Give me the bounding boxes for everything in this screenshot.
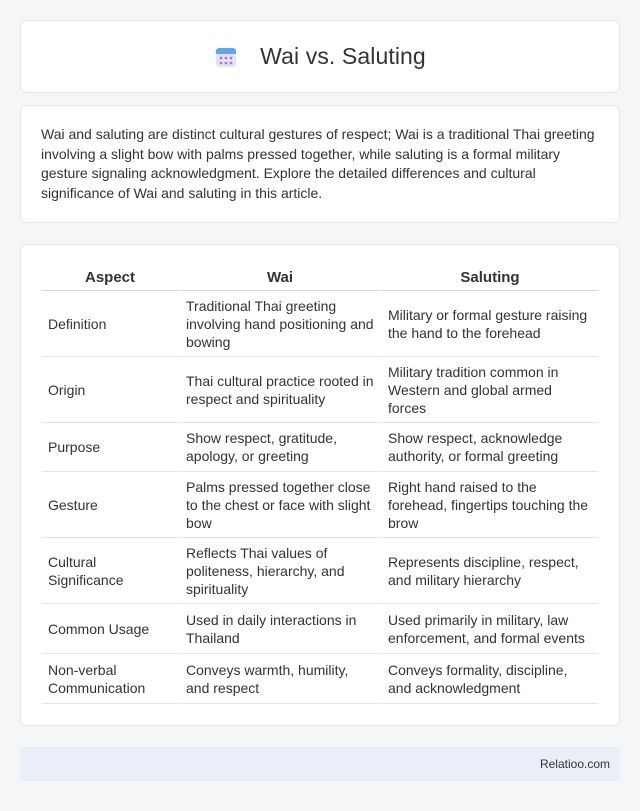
- table-row: [42, 604, 598, 654]
- intro-text: Wai and saluting are distinct cultural gestures of respect; Wai is a traditional Thai greeting involving a slight bow with palms pressed together, while saluting is a formal military gesture signaling acknowledgment. Explore the detailed differences and cultural significance of Wai and saluting in this article.: [41, 126, 595, 201]
- saluting-cell: Military or formal gesture raising the hand to the forehead: [382, 291, 598, 357]
- aspect-cell: Origin: [42, 357, 178, 423]
- aspect-cell: Common Usage: [42, 604, 178, 654]
- table-row: [42, 357, 598, 423]
- wai-cell: Palms pressed together close to the chest or face with slight bow: [180, 472, 380, 538]
- header-wai: Wai: [180, 263, 380, 291]
- aspect-cell: Purpose: [42, 423, 178, 472]
- title-card: [20, 20, 620, 93]
- saluting-cell: Conveys formality, discipline, and acknowledgment: [382, 654, 598, 704]
- wai-cell: Traditional Thai greeting involving hand positioning and bowing: [180, 291, 380, 357]
- footer-brand: Relatioo.com: [539, 757, 610, 771]
- saluting-cell: Right hand raised to the forehead, fingertips touching the brow: [382, 472, 598, 538]
- wai-cell: Thai cultural practice rooted in respect and spirituality: [180, 357, 380, 423]
- wai-cell: Reflects Thai values of politeness, hierarchy, and spirituality: [180, 538, 380, 604]
- table-row: [42, 472, 598, 538]
- header-aspect: Aspect: [42, 263, 178, 291]
- table-row: [42, 423, 598, 472]
- intro-card: [20, 105, 620, 223]
- aspect-cell: Gesture: [42, 472, 178, 538]
- comparison-table: [40, 263, 600, 704]
- saluting-cell: Show respect, acknowledge authority, or formal greeting: [382, 423, 598, 472]
- calendar-icon: [214, 45, 238, 69]
- comparison-card: [20, 244, 620, 726]
- table-header-row: [42, 263, 598, 291]
- table-row: [42, 291, 598, 357]
- header-saluting: Saluting: [382, 263, 598, 291]
- table-row: [42, 538, 598, 604]
- table-row: [42, 654, 598, 704]
- aspect-cell: Non-verbal Communication: [42, 654, 178, 704]
- footer: [20, 747, 620, 781]
- saluting-cell: Represents discipline, respect, and military hierarchy: [382, 538, 598, 604]
- wai-cell: Show respect, gratitude, apology, or greeting: [180, 423, 380, 472]
- page-title: Wai vs. Saluting: [260, 43, 426, 69]
- wai-cell: Conveys warmth, humility, and respect: [180, 654, 380, 704]
- wai-cell: Used in daily interactions in Thailand: [180, 604, 380, 654]
- saluting-cell: Used primarily in military, law enforcement, and formal events: [382, 604, 598, 654]
- saluting-cell: Military tradition common in Western and global armed forces: [382, 357, 598, 423]
- aspect-cell: Definition: [42, 291, 178, 357]
- aspect-cell: Cultural Significance: [42, 538, 178, 604]
